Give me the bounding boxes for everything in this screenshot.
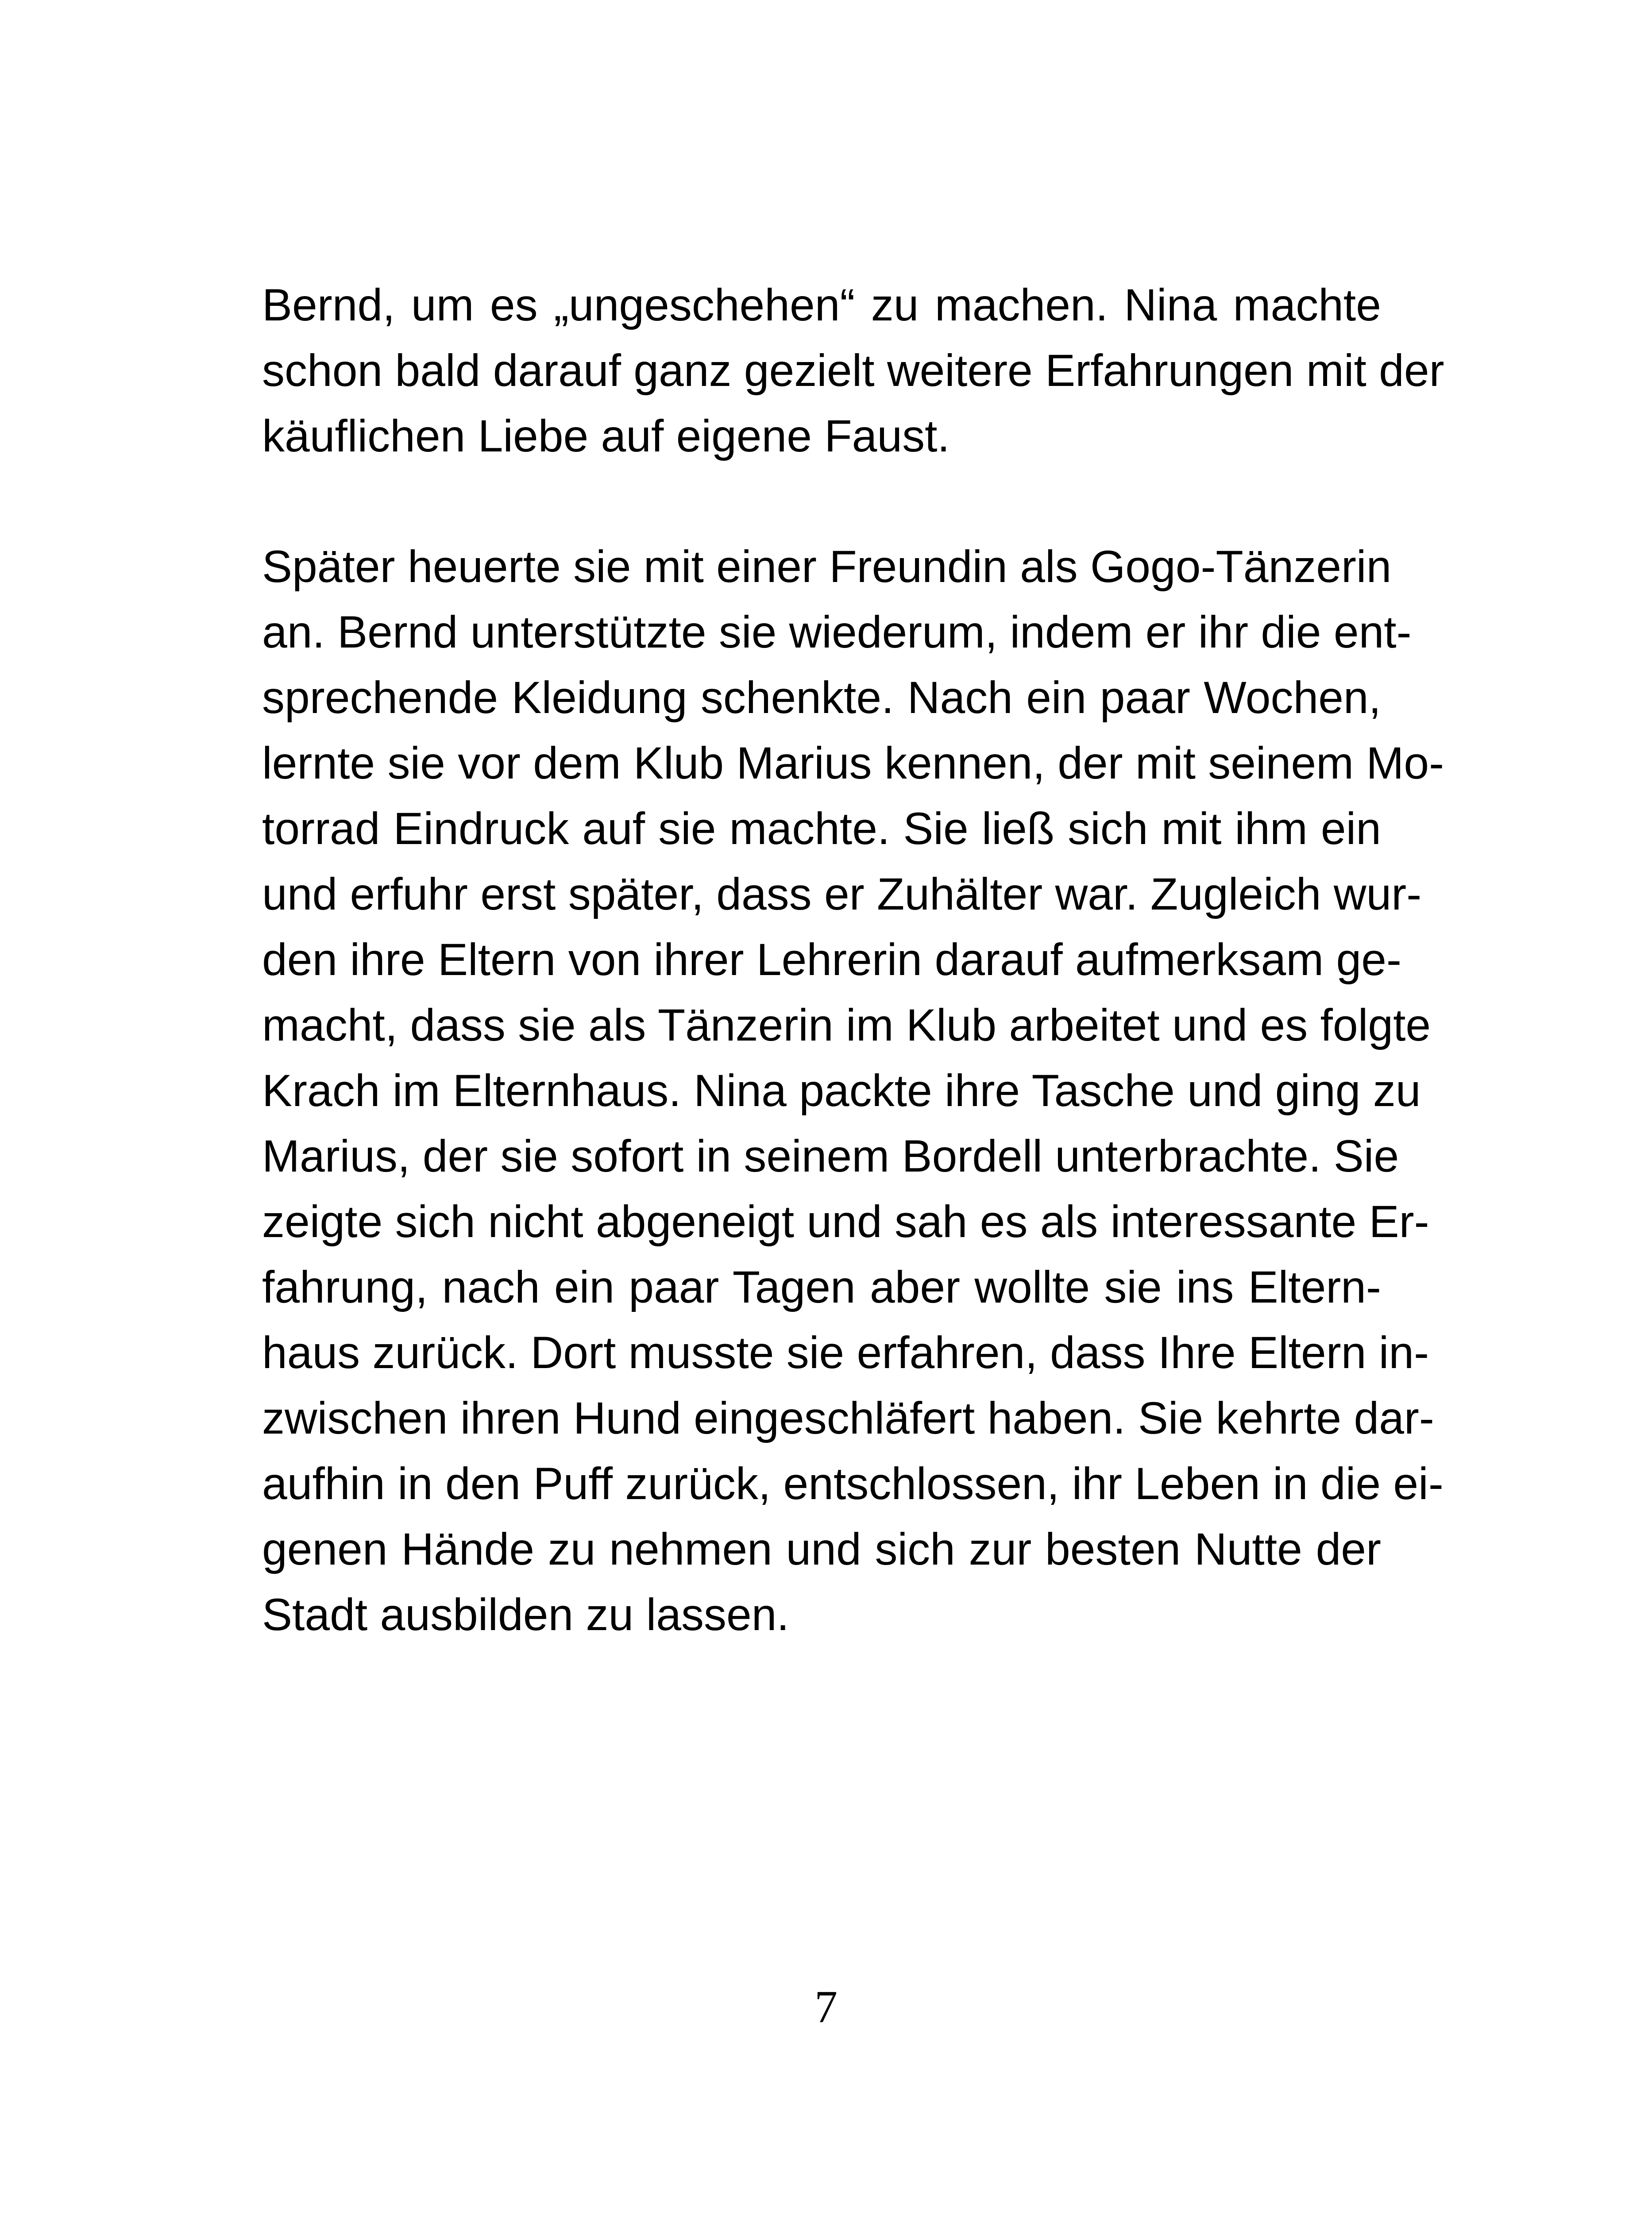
text-line: zwischen ihren Hund eingeschläfert haben. Sie kehrte dar-	[262, 1393, 1434, 1443]
text-line: käuflichen Liebe auf eigene Faust.	[262, 411, 950, 461]
text-line: schon bald darauf ganz gezielt weitere Erfahrungen mit der	[262, 345, 1444, 396]
text-line: den ihre Eltern von ihrer Lehrerin darauf aufmerksam ge-	[262, 934, 1401, 985]
text-line: zeigte sich nicht abgeneigt und sah es als interessante Er-	[262, 1196, 1429, 1247]
text-line: Stadt ausbilden zu lassen.	[262, 1589, 789, 1640]
text-line: Bernd, um es „ungeschehen“ zu machen. Nina machte	[262, 280, 1381, 330]
text-line: und erfuhr erst später, dass er Zuhälter war. Zugleich wur-	[262, 869, 1422, 919]
text-line: Krach im Elternhaus. Nina packte ihre Tasche und ging zu	[262, 1065, 1421, 1116]
text-line: sprechende Kleidung schenkte. Nach ein paar Wochen,	[262, 672, 1381, 723]
text-line: macht, dass sie als Tänzerin im Klub arbeitet und es folgte	[262, 1000, 1431, 1050]
text-line: lernte sie vor dem Klub Marius kennen, der mit seinem Mo-	[262, 738, 1444, 788]
paragraph-1	[262, 272, 1444, 469]
text-line: haus zurück. Dort musste sie erfahren, dass Ihre Eltern in-	[262, 1327, 1429, 1378]
paragraph-2	[262, 534, 1444, 1647]
text-line: genen Hände zu nehmen und sich zur besten Nutte der	[262, 1524, 1381, 1574]
text-line: fahrung, nach ein paar Tagen aber wollte sie ins Eltern-	[262, 1262, 1381, 1312]
text-line: torrad Eindruck auf sie machte. Sie ließ sich mit ihm ein	[262, 803, 1381, 854]
text-line: aufhin in den Puff zurück, entschlossen, ihr Leben in die ei-	[262, 1458, 1444, 1509]
text-line: an. Bernd unterstützte sie wiederum, indem er ihr die ent-	[262, 607, 1412, 657]
page-number: 7	[814, 1982, 838, 2032]
text-line: Später heuerte sie mit einer Freundin als Gogo-Tänzerin	[262, 541, 1392, 592]
text-line: Marius, der sie sofort in seinem Bordell unterbrachte. Sie	[262, 1131, 1399, 1181]
